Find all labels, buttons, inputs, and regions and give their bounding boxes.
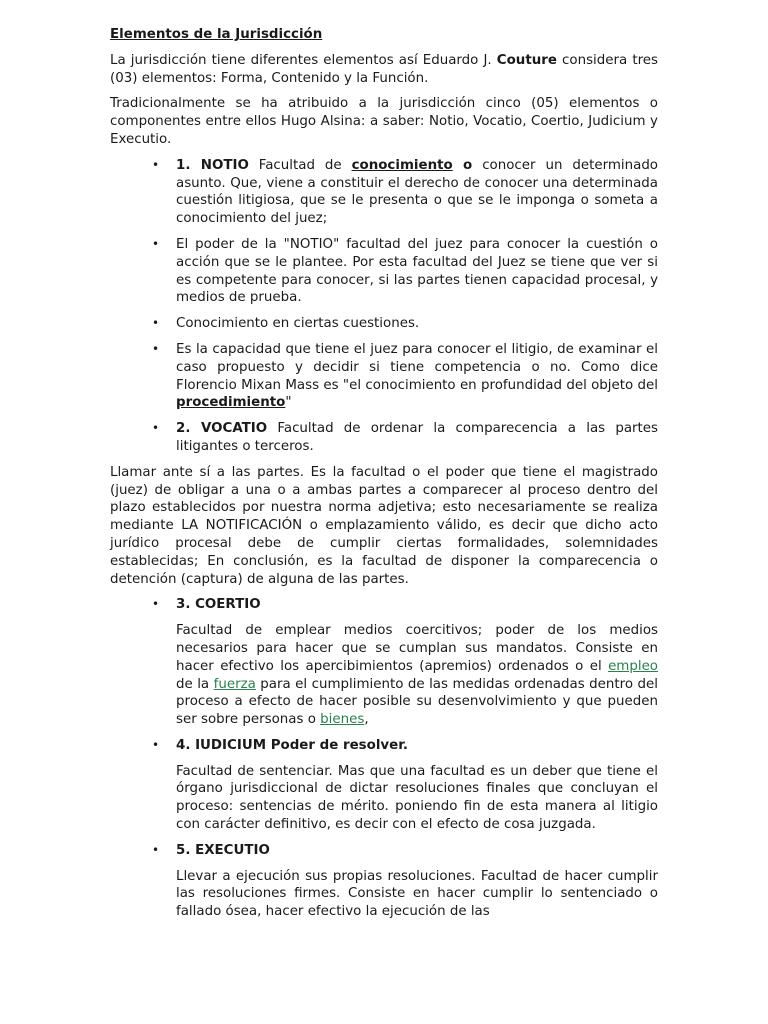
bullet-icon: • [152, 341, 160, 356]
list-item-notio [110, 157, 658, 228]
list-item-knowledge [110, 315, 658, 333]
document-page [110, 26, 658, 929]
list-item-capacity [110, 341, 658, 412]
vocatio-detail-a: Llamar ante sí a las partes. Es la facultad o el poder que tiene el magistrado (juez) de obligar a una o a ambas partes a comparecer al proceso dentro del plazo establecidos por nuestra norma adjetiva; esto necesariamente se realiza mediante [110, 464, 658, 534]
capacity-text: Es la capacidad que tiene el juez para conocer el litigio, de examinar el caso propuesto y decidir si tiene competencia o no. Como dice Florencio Mixan Mass es "el conocimiento en profundidad del objeto del [176, 341, 658, 393]
coertio-text-a: Facultad de emplear medios coercitivos; poder de los medios necesarios para hacer que se cumplan sus mandatos. Consiste en hacer efectivo los apercibimientos (apremios) ordenados o el [176, 623, 658, 674]
page-title: Elementos de la Jurisdicción [110, 27, 323, 42]
list-item-notio-power [110, 236, 658, 307]
bullet-icon: • [152, 236, 160, 251]
bullet-icon: • [152, 157, 160, 172]
author-couture: Couture [496, 52, 557, 68]
coertio-list [110, 596, 658, 614]
procedimiento-link[interactable]: procedimiento [176, 395, 286, 411]
vocatio-detail-b: o emplazamiento válido, es decir que dicho acto jurídico procesal debe de cumplir ciertas formalidades, solemnidades establecidas; En conclusión, es la facultad de disponer la comparecencia o detención (captura) de alguna de las partes. [110, 518, 658, 587]
iudicium-paragraph: Facultad de sentenciar. Mas que una facultad es un deber que tiene el órgano jurisdiccional de dictar resoluciones finales que concluyan el proceso: sentencias de mérito. poniendo fin de esta manera al litigio con carácter definitivo, es decir con el efecto de cosa juzgada. [176, 763, 658, 833]
iudicium-list [110, 737, 658, 755]
coertio-text-d: , [364, 712, 369, 728]
paragraph-intro [110, 52, 658, 88]
list-item-vocatio [110, 420, 658, 456]
list-item-executio [110, 842, 658, 860]
executio-paragraph: Llevar a ejecución sus propias resoluciones. Facultad de hacer cumplir las resoluciones firmes. Consiste en hacer cumplir lo sentenciado o fallado ósea, hacer efectivo la ejecución de las [176, 868, 658, 920]
coertio-paragraph [110, 622, 658, 729]
capacity-text-end: " [285, 395, 292, 411]
vocatio-heading: 2. VOCATIO [176, 421, 268, 437]
bullet-icon: • [152, 842, 160, 857]
notio-text-c: conocer un determinado asunto. Que, viene a constituir el derecho de conocer una determinada cuestión litigiosa, que se le presenta o que se le imponga o someta a conocimiento del juez; [176, 157, 659, 227]
iudicium-heading: 4. IUDICIUM Poder de resolver. [176, 737, 409, 753]
executio-heading: 5. EXECUTIO [176, 842, 270, 858]
bullet-icon: • [152, 421, 160, 436]
paragraph-vocatio-detail [110, 464, 658, 589]
notio-heading: 1. NOTIO [176, 157, 249, 173]
intro-text: La jurisdicción tiene diferentes elementos así Eduardo J. [110, 52, 497, 68]
notio-power-text: El poder de la "NOTIO" facultad del juez para conocer la cuestión o acción que se le plantee. Por esta facultad del Juez se tiene que ver si es competente para conocer, si las partes tienen capacidad procesal, y medios de prueba. [176, 236, 658, 306]
bullet-icon: • [152, 316, 160, 331]
bullet-icon: • [152, 597, 160, 612]
notio-text-b: o [452, 157, 473, 173]
paragraph-traditional: Tradicionalmente se ha atribuido a la jurisdicción cinco (05) elementos o componentes entre ellos Hugo Alsina: a saber: Notio, Vocatio, Coertio, Judicium y Executio. [110, 96, 658, 147]
conocimiento-link[interactable]: conocimiento [351, 157, 453, 173]
notificacion-text: LA NOTIFICACIÓN [181, 518, 303, 534]
list-item-iudicium [110, 737, 658, 755]
knowledge-text: Conocimiento en ciertas cuestiones. [176, 316, 420, 332]
list-item-coertio [110, 596, 658, 614]
bullet-icon: • [152, 737, 160, 752]
bienes-link[interactable]: bienes [320, 712, 365, 728]
coertio-text-c: para el cumplimiento de las medidas ordenadas dentro del proceso a efecto de hacer posible su desenvolvimiento y que pueden ser sobre personas o [176, 676, 658, 728]
notio-text-a: Facultad de [248, 157, 352, 173]
vocatio-text: Facultad de ordenar la comparecencia a las partes litigantes o terceros. [176, 421, 659, 454]
executio-list [110, 842, 658, 860]
coertio-heading: 3. COERTIO [176, 597, 261, 613]
coertio-text-b: de la [176, 676, 214, 692]
element-list [110, 157, 658, 456]
fuerza-link[interactable]: fuerza [213, 676, 256, 692]
empleo-link[interactable]: empleo [608, 658, 658, 674]
intro-text-end: considera tres (03) elementos: Forma, Contenido y la Función. [110, 52, 658, 86]
